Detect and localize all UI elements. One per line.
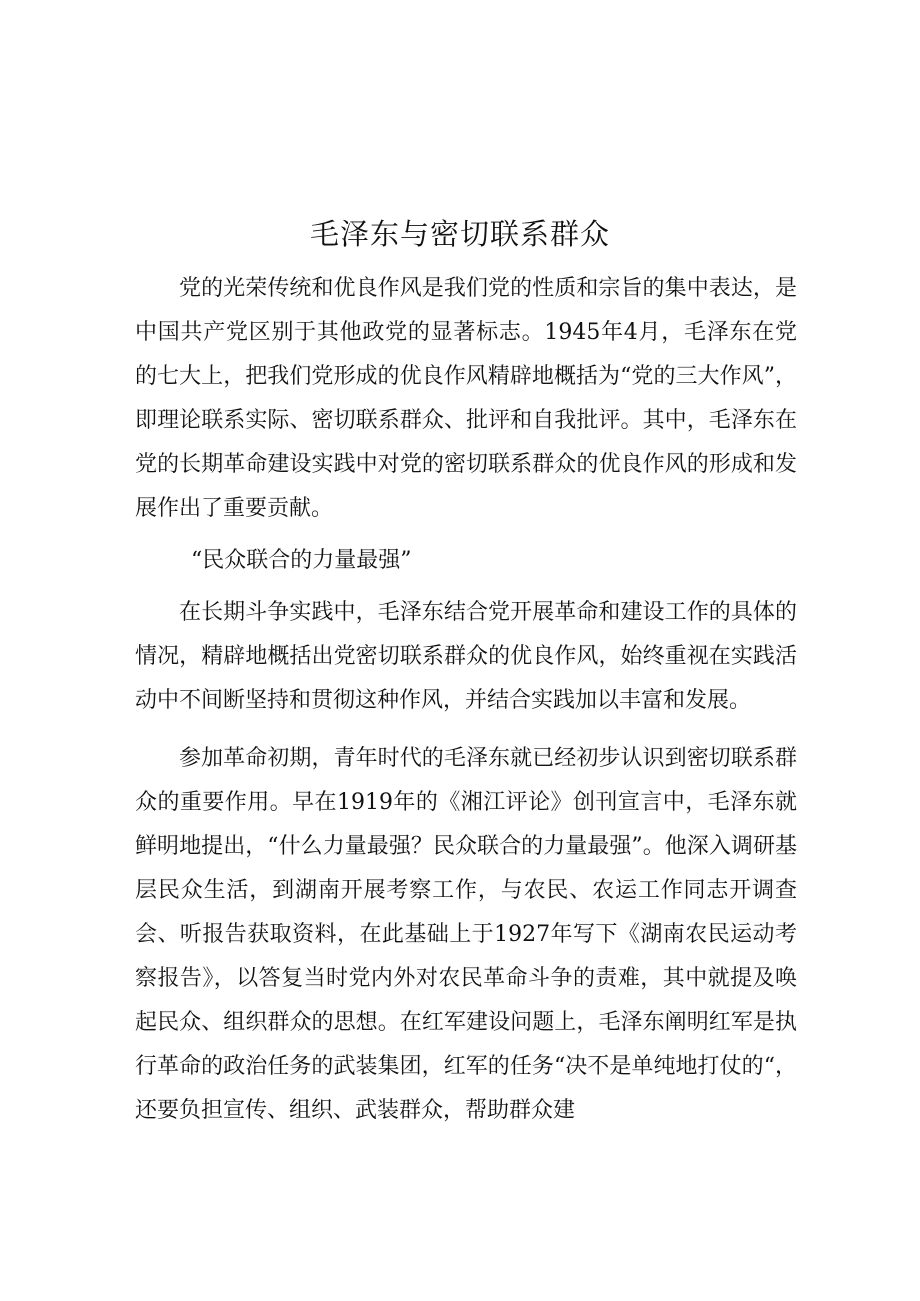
paragraph-early-revolution: 参加革命初期，青年时代的毛泽东就已经初步认识到密切联系群众的重要作用。早在1919年的《湘江评论》创刊宣言中，毛泽东就鲜明地提出，“什么力量最强？民众联合的力量最强”。他深入调研基层民众生活，到湖南开展考察工作，与农民、农运工作同志开调查会、听报告获取资料，在此基础上于1927年写下《湖南农民运动考察报告》，以答复当时党内外对农民革命斗争的责难，其中就提及唤起民众、组织群众的思想。在红军建设问题上，毛泽东阐明红军是执行革命的政治任务的武装集团，红军的任务“决不是单纯地打仗的“，还要负担宣传、组织、武装群众，帮助群众建 [135,746,797,1123]
spacer [135,583,797,591]
paragraph-intro: 党的光荣传统和优良作风是我们党的性质和宗旨的集中表达，是中国共产党区别于其他政党的显著标志。1945年4月，毛泽东在党的七大上，把我们党形成的优良作风精辟地概括为“党的三大作风”，即理论联系实际、密切联系群众、批评和自我批评。其中，毛泽东在党的长期革命建设实践中对党的密切联系群众的优良作风的形成和发展作出了重要贡献。 [135,276,797,521]
spacer [135,723,797,737]
section-heading: “民众联合的力量最强” [191,548,412,573]
page-title: 毛泽东与密切联系群众 [309,217,610,251]
paragraph-practice: 在长期斗争实践中，毛泽东结合党开展革命和建设工作的具体的情况，精辟地概括出党密切联系群众的优良作风，始终重视在实践活动中不间断坚持和贯彻这种作风，并结合实践加以丰富和发展。 [135,600,797,713]
spacer [135,531,797,539]
article-body [135,267,797,1133]
